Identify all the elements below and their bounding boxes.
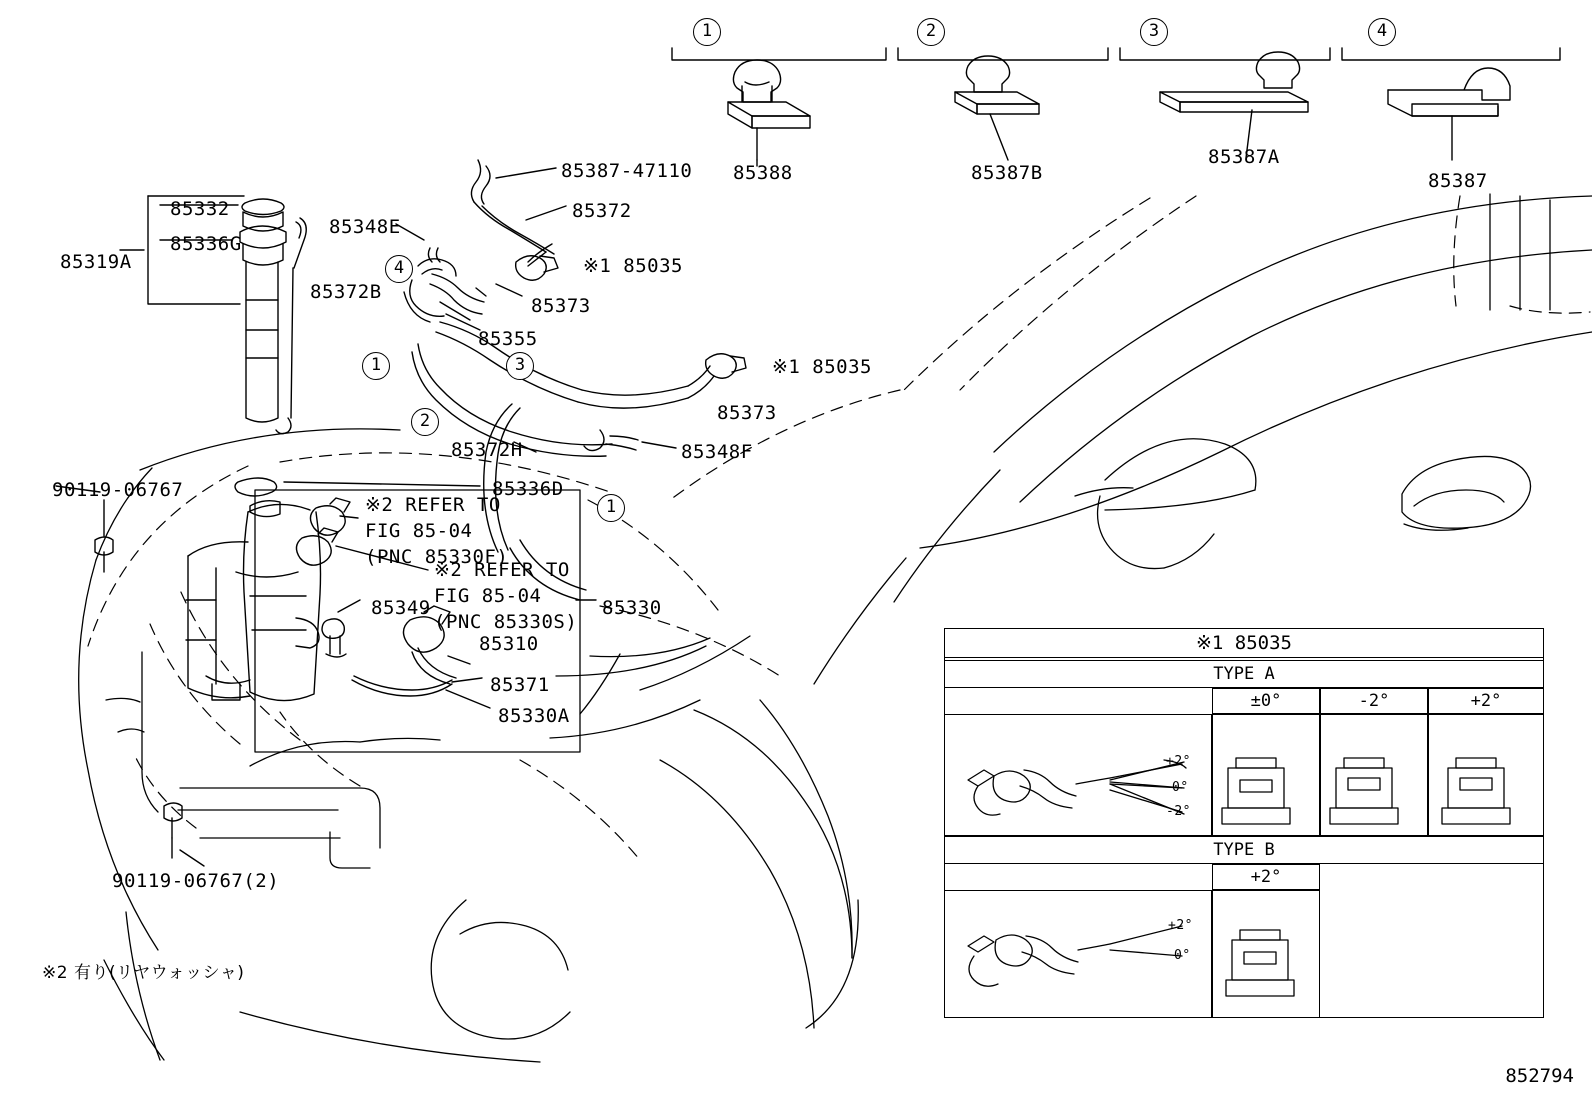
part-label-85336D: 85336D	[492, 478, 564, 500]
part-label-85310: 85310	[479, 633, 539, 655]
refer-note-line: ※2 REFER TO	[365, 494, 501, 516]
legend-cell-b-illustration	[944, 890, 1212, 1018]
top-item-circle-4: 4	[1368, 18, 1396, 46]
refer-note-85330S	[434, 557, 577, 635]
legend-col-a1-label: ±0°	[1250, 691, 1282, 711]
part-label-85373-mid: 85373	[717, 402, 777, 424]
legend-col-a3-label: +2°	[1470, 691, 1502, 711]
top-item-circle-2: 2	[917, 18, 945, 46]
figure-code: 852794	[1505, 1065, 1574, 1087]
part-label-85373-top: 85373	[531, 295, 591, 317]
legend-angle-b-plus2: +2°	[1168, 918, 1193, 933]
part-label-90119-06767-2: 90119-06767(2)	[112, 870, 280, 892]
top-item-circle-3: 3	[1140, 18, 1168, 46]
legend-cell-b1	[1212, 890, 1320, 1018]
legend-cell-a1	[1212, 714, 1320, 836]
top-item-circle-1: 1	[693, 18, 721, 46]
callout-circle-1b: 1	[597, 494, 625, 522]
part-label-85319A: 85319A	[60, 251, 132, 273]
part-label-85371: 85371	[490, 674, 550, 696]
legend-title: ※1 85035	[1196, 632, 1292, 654]
legend-cell-a2	[1320, 714, 1428, 836]
part-label-85330: 85330	[602, 597, 662, 619]
part-label-85355: 85355	[478, 328, 538, 350]
callout-circle-4: 4	[385, 255, 413, 283]
callout-circle-1: 1	[362, 352, 390, 380]
callout-circle-3: 3	[506, 352, 534, 380]
refer-note-line: (PNC 85330F)	[365, 546, 509, 568]
callout-circle-2: 2	[411, 408, 439, 436]
bottom-note: ※2 有り(リヤウォッシャ)	[42, 963, 245, 983]
part-label-85387-47110: 85387-47110	[561, 160, 693, 182]
part-label-85387A: 85387A	[1208, 146, 1280, 168]
part-label-85387: 85387	[1428, 170, 1488, 192]
part-label-85387B: 85387B	[971, 162, 1043, 184]
part-label-85330A: 85330A	[498, 705, 570, 727]
part-label-85388: 85388	[733, 162, 793, 184]
refer-note-line: (PNC 85330S)	[434, 611, 578, 633]
legend-col-a2-label: -2°	[1358, 691, 1390, 711]
refer-note-line: ※2 REFER TO	[434, 559, 570, 581]
refer-note-line: FIG 85-04	[365, 520, 473, 542]
legend-angle-a-plus2: +2°	[1166, 754, 1191, 769]
part-label-85035-mid: ※1 85035	[772, 356, 872, 378]
part-label-85349: 85349	[371, 597, 431, 619]
part-label-85336G: 85336G	[170, 233, 242, 255]
part-label-85035-top: ※1 85035	[583, 255, 683, 277]
part-label-85332: 85332	[170, 198, 230, 220]
part-label-90119-06767: 90119-06767	[52, 479, 184, 501]
part-label-85348E: 85348E	[329, 216, 401, 238]
legend-cell-a3	[1428, 714, 1544, 836]
legend-angle-a-zero: 0°	[1172, 780, 1189, 795]
part-label-85372H: 85372H	[451, 439, 523, 461]
refer-note-line: FIG 85-04	[434, 585, 542, 607]
legend-type-a-label: TYPE A	[1213, 664, 1275, 684]
legend-angle-a-minus2: -2°	[1166, 804, 1191, 819]
part-label-85348F: 85348F	[681, 441, 753, 463]
part-label-85372B: 85372B	[310, 281, 382, 303]
legend-angle-b-zero: 0°	[1174, 948, 1191, 963]
legend-col-b1-label: +2°	[1250, 867, 1282, 887]
part-label-85372: 85372	[572, 200, 632, 222]
legend-type-b-label: TYPE B	[1213, 840, 1275, 860]
